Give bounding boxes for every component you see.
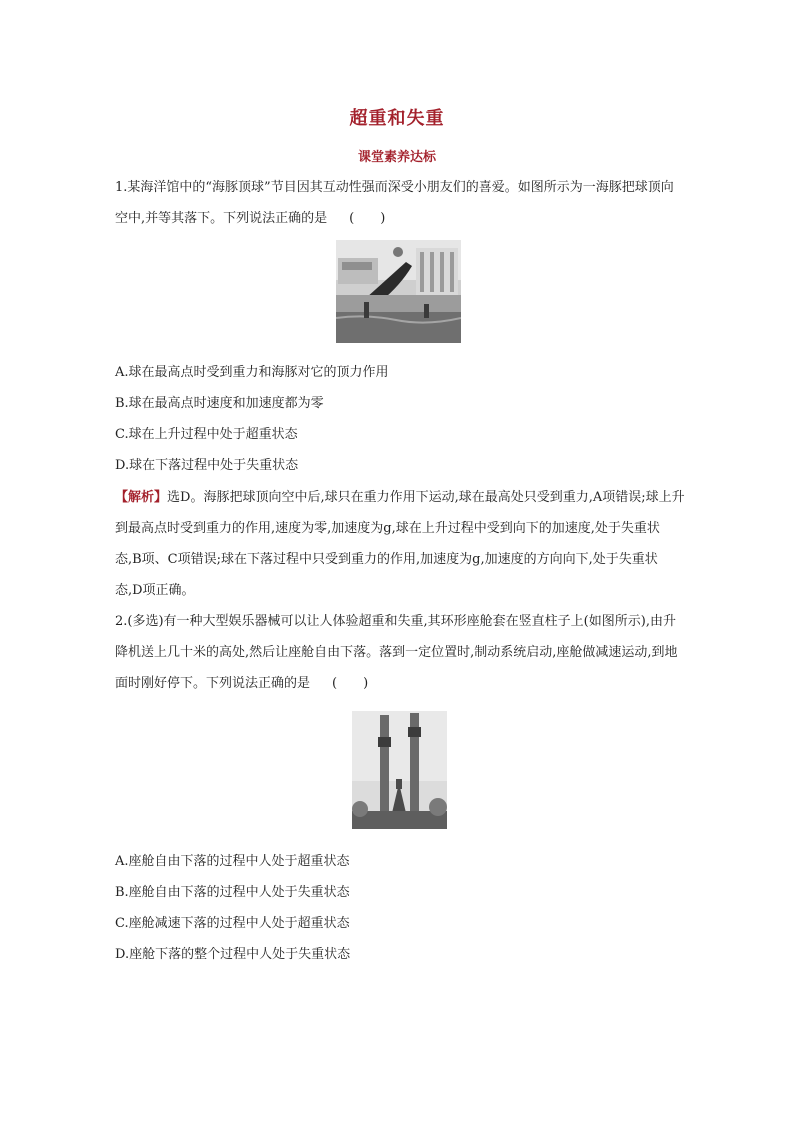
q1-analysis-text: 选D。海豚把球顶向空中后,球只在重力作用下运动,球在最高处只受到重力,A项错误;球上升到最高点时受到重力的作用,速度为零,加速度为g,球在上升过程中受到向下的加速度,处于失重状态,B项、C项错误;球在下落过程中只受到重力的作用,加速度为g,加速度的方向向下,处于失重状态,D项正确。 [115,490,685,598]
q1-option-c: C.球在上升过程中处于超重状态 [115,427,298,442]
q2-option-c: C.座舱减速下落的过程中人处于超重状态 [115,916,350,931]
section-subtitle: 课堂素养达标 [357,150,436,165]
drop-tower-photo [352,711,447,829]
q2-stem-text: 2.(多选)有一种大型娱乐器械可以让人体验超重和失重,其环形座舱套在竖直柱子上(如图所示),由升降机送上几十米的高处,然后让座舱自由下落。落到一定位置时,制动系统启动,座舱做减速运动,到地面时刚好停下。下列说法正确的是 [115,614,678,691]
q2-option-d: D.座舱下落的整个过程中人处于失重状态 [115,947,351,962]
q2-option-b: B.座舱自由下落的过程中人处于失重状态 [115,885,350,900]
analysis-tag: 【解析】 [115,490,168,505]
q1-option-b: B.球在最高点时速度和加速度都为零 [115,396,324,411]
q2-stem [115,606,685,699]
q1-option-a: A.球在最高点时受到重力和海豚对它的顶力作用 [115,365,389,380]
page-title: 超重和失重 [349,108,445,129]
q2-answer-bracket: ( ) [332,676,369,691]
q1-stem-text: 1.某海洋馆中的“海豚顶球”节目因其互动性强而深受小朋友们的喜爱。如图所示为一海豚把球顶向空中,并等其落下。下列说法正确的是 [115,180,674,226]
q2-option-a: A.座舱自由下落的过程中人处于超重状态 [115,854,350,869]
q1-stem [115,172,685,234]
q1-answer-bracket: ( ) [349,211,386,226]
q1-option-d: D.球在下落过程中处于失重状态 [115,458,299,473]
dolphin-show-photo [336,240,461,343]
q1-analysis [115,482,685,606]
